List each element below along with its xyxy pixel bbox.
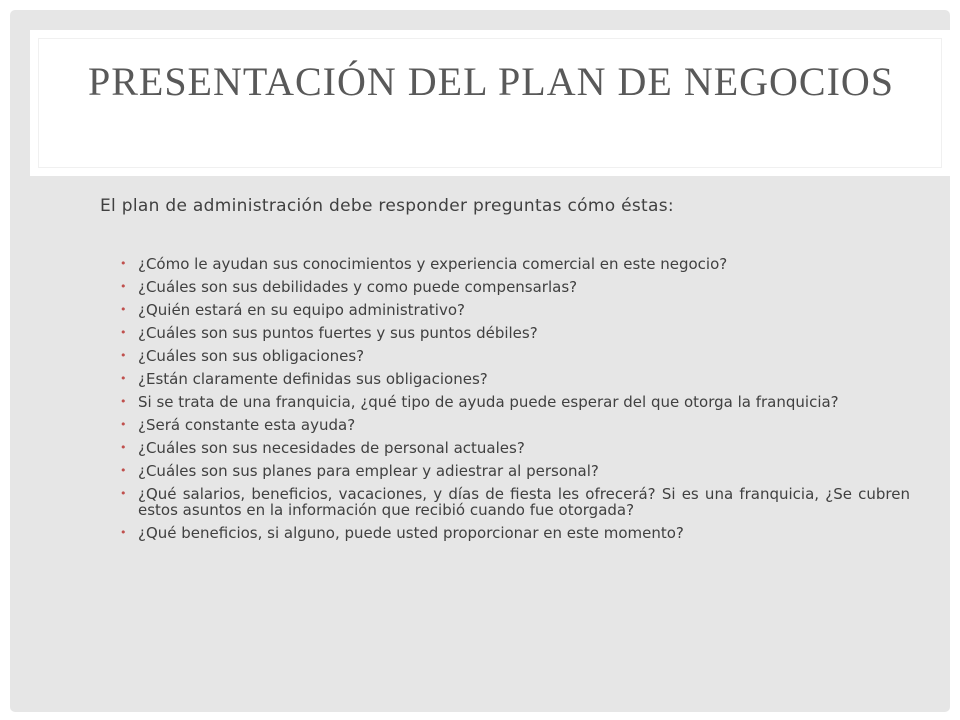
bullet-item: [120, 325, 910, 341]
bullet-dot-icon: •: [120, 326, 127, 339]
bullet-text: ¿Cuáles son sus planes para emplear y adiestrar al personal?: [138, 462, 599, 480]
bullet-item: [120, 302, 910, 318]
title-panel: [30, 30, 950, 176]
bullet-item: [120, 525, 910, 541]
bullet-text: ¿Qué beneficios, si alguno, puede usted proporcionar en este momento?: [138, 524, 684, 542]
bullet-item: [120, 394, 910, 410]
bullet-dot-icon: •: [120, 395, 127, 408]
bullet-dot-icon: •: [120, 303, 127, 316]
bullet-text: ¿Cuáles son sus puntos fuertes y sus puntos débiles?: [138, 324, 538, 342]
bullet-dot-icon: •: [120, 441, 127, 454]
bullet-item: [120, 279, 910, 295]
bullet-item: [120, 417, 910, 433]
bullet-item: [120, 256, 910, 272]
bullet-text: ¿Cuáles son sus obligaciones?: [138, 347, 365, 365]
bullet-item: [120, 440, 910, 456]
bullet-item: [120, 348, 910, 364]
bullet-text: ¿Cuáles son sus debilidades y como puede compensarlas?: [138, 278, 578, 296]
intro-text: El plan de administración debe responder preguntas cómo éstas:: [100, 196, 674, 216]
bullet-dot-icon: •: [120, 464, 127, 477]
bullet-text: ¿Cuáles son sus necesidades de personal actuales?: [138, 439, 525, 457]
bullet-dot-icon: •: [120, 349, 127, 362]
bullet-text: ¿Qué salarios, beneficios, vacaciones, y días de fiesta les ofrecerá? Si es una franquicia, ¿Se cubren estos asuntos en la información que recibió cuando fue otorgada?: [138, 485, 910, 519]
bullet-item: [120, 463, 910, 479]
bullet-dot-icon: •: [120, 257, 127, 270]
bullet-text: ¿Será constante esta ayuda?: [138, 416, 356, 434]
bullet-list: [120, 256, 910, 548]
bullet-dot-icon: •: [120, 418, 127, 431]
slide: [10, 10, 950, 712]
bullet-text: ¿Cómo le ayudan sus conocimientos y experiencia comercial en este negocio?: [138, 255, 728, 273]
title-box: [38, 38, 942, 168]
bullet-dot-icon: •: [120, 526, 127, 539]
slide-title: PRESENTACIÓN DEL PLAN DE NEGOCIOS: [87, 59, 895, 104]
bullet-dot-icon: •: [120, 487, 127, 500]
bullet-text: Si se trata de una franquicia, ¿qué tipo de ayuda puede esperar del que otorga la franquicia?: [138, 393, 839, 411]
bullet-item: [120, 371, 910, 387]
bullet-text: ¿Quién estará en su equipo administrativo?: [138, 301, 465, 319]
bullet-dot-icon: •: [120, 280, 127, 293]
bullet-dot-icon: •: [120, 372, 127, 385]
bullet-text: ¿Están claramente definidas sus obligaciones?: [138, 370, 488, 388]
bullet-item: [120, 486, 910, 518]
